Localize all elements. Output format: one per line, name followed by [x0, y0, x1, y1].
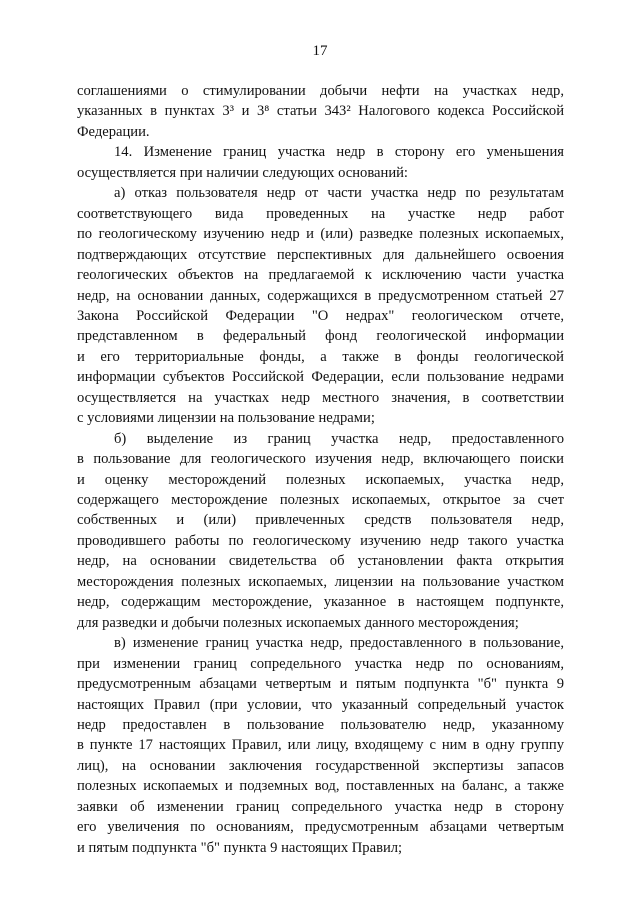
- text-line: а) отказ пользователя недр от части участка недр по результатам: [114, 185, 564, 202]
- text-line: для разведки и добычи полезных ископаемых данного месторождения;: [77, 614, 519, 631]
- text-line: месторождения полезных ископаемых, лицензии на пользование участком: [77, 573, 564, 590]
- text-line: при изменении границ сопредельного участка недр по основаниям,: [77, 655, 564, 672]
- text-line: б) выделение из границ участка недр, предоставленного: [114, 430, 564, 447]
- text-line: и оценку месторождений полезных ископаемых, участка недр,: [77, 471, 564, 488]
- text-line: в) изменение границ участка недр, предоставленного в пользование,: [114, 635, 564, 652]
- text-line: недр, на основании данных, содержащихся в предусмотренном статьей 27: [77, 287, 564, 304]
- text-line: соответствующего вида проведенных на участке недр работ: [77, 205, 564, 222]
- text-line: указанных в пунктах 3³ и 3⁸ статьи 343² Налогового кодекса Российской: [77, 103, 564, 120]
- text-line: подтверждающих отсутствие перспективных для дальнейшего освоения: [77, 246, 564, 263]
- text-line: полезных ископаемых и подземных вод, поставленных на баланс, а также: [77, 778, 564, 795]
- text-line: недр, содержащим месторождение, указанное в настоящем подпункте,: [77, 594, 564, 611]
- text-line: и пятым подпункта "б" пункта 9 настоящих Правил;: [77, 839, 403, 856]
- text-line: геологических объектов на предлагаемой к исключению части участка: [77, 267, 564, 284]
- text-line: с условиями лицензии на пользование недрами;: [77, 410, 375, 427]
- text-line: собственных и (или) привлеченных средств пользователя недр,: [77, 512, 564, 529]
- text-line: осуществляется на участках недр местного значения, в соответствии: [77, 389, 564, 406]
- text-line: предусмотренным абзацами четвертым и пятым подпункта "б" пункта 9: [77, 676, 564, 693]
- page-number: 17: [312, 43, 328, 59]
- text-line: информации субъектов Российской Федерации, если пользование недрами: [77, 369, 564, 386]
- text-line: его увеличения по основаниям, предусмотренным абзацами четвертым: [77, 819, 564, 836]
- text-line: 14. Изменение границ участка недр в сторону его уменьшения: [114, 144, 564, 161]
- text-line: представленном в федеральный фонд геологической информации: [77, 328, 564, 345]
- text-line: и его территориальные фонды, а также в фонды геологической: [77, 348, 564, 365]
- text-line: недр, на основании свидетельства об установлении факта открытия: [77, 553, 564, 570]
- text-line: настоящих Правил (при условии, что указанный сопредельный участок: [77, 696, 564, 713]
- text-line: лиц), на основании заключения государственной экспертизы запасов: [77, 757, 564, 774]
- text-line: в пункте 17 настоящих Правил, или лицу, входящему с ним в одну группу: [77, 737, 564, 754]
- text-line: по геологическому изучению недр и (или) разведке полезных ископаемых,: [77, 226, 564, 243]
- text-line: Закона Российской Федерации "О недрах" геологическом отчете,: [77, 307, 564, 324]
- text-line: осуществляется при наличии следующих оснований:: [77, 164, 408, 181]
- text-line: проводившего работы по геологическому изучению недр такого участка: [77, 532, 564, 549]
- text-line: в пользование для геологического изучения недр, включающего поиски: [77, 451, 564, 468]
- text-line: содержащего месторождение полезных ископаемых, открытое за счет: [77, 492, 564, 508]
- text-line: Федерации.: [77, 123, 150, 140]
- text-line: заявки об изменении границ сопредельного участка недр в сторону: [77, 798, 564, 815]
- text-line: недр предоставлен в пользование пользователю недр, указанному: [77, 716, 564, 733]
- text-line: соглашениями о стимулировании добычи нефти на участках недр,: [77, 83, 564, 99]
